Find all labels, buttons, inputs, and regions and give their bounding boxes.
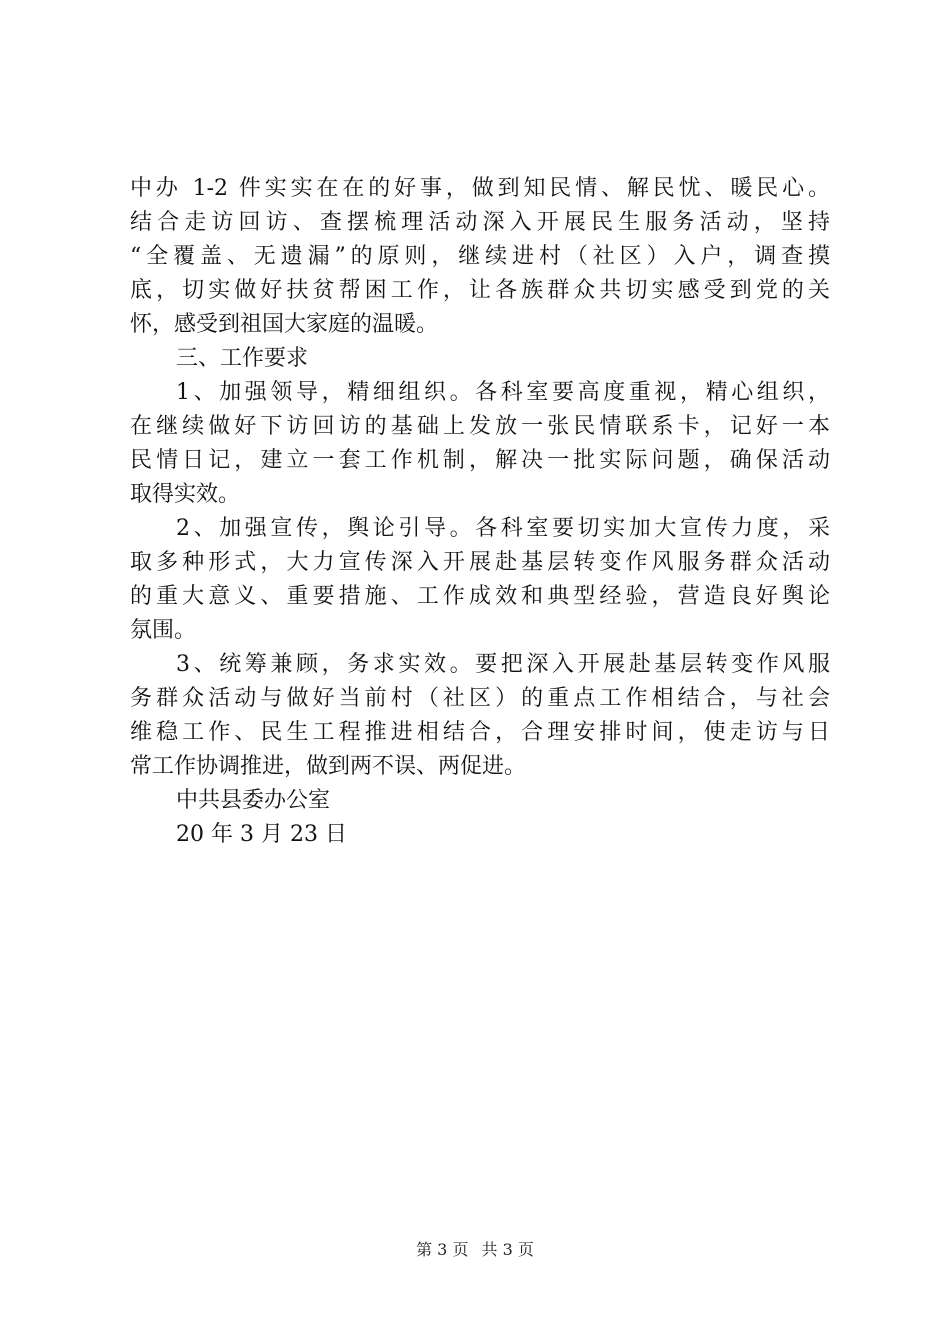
body-line: 常工作协调推进，做到两不误、两促进。 (130, 754, 527, 779)
signature-org: 中共县委办公室 (176, 788, 331, 813)
document-body (130, 172, 830, 852)
body-line: 取得实效。 (130, 482, 241, 507)
body-line: 在继续做好下访回访的基础上发放一张民情联系卡，记好一本 (130, 414, 830, 439)
body-line: 取多种形式，大力宣传深入开展赴基层转变作风服务群众活动 (130, 550, 830, 575)
body-line: 中办 1-2 件实实在在的好事，做到知民情、解民忧、暖民心。 (130, 176, 830, 201)
page-number-total: 共 3 页 (481, 1240, 534, 1259)
body-line: 结合走访回访、查摆梳理活动深入开展民生服务活动，坚持 (130, 210, 830, 235)
body-line: 1、加强领导，精细组织。各科室要高度重视，精心组织， (176, 380, 830, 405)
body-line: 维稳工作、民生工程推进相结合，合理安排时间，使走访与日 (130, 720, 830, 745)
body-line: 务群众活动与做好当前村（社区）的重点工作相结合，与社会 (130, 686, 830, 711)
body-line: “全覆盖、无遗漏”的原则，继续进村（社区）入户，调查摸 (130, 244, 830, 269)
body-line: 氛围。 (130, 618, 197, 643)
signature-date: 20 年 3 月 23 日 (176, 822, 347, 847)
body-line: 民情日记，建立一套工作机制，解决一批实际问题，确保活动 (130, 448, 830, 473)
body-line: 3、统筹兼顾，务求实效。要把深入开展赴基层转变作风服 (176, 652, 830, 677)
body-line: 的重大意义、重要措施、工作成效和典型经验，营造良好舆论 (130, 584, 830, 609)
body-line: 底，切实做好扶贫帮困工作，让各族群众共切实感受到党的关 (130, 278, 830, 303)
body-line: 2、加强宣传，舆论引导。各科室要切实加大宣传力度，采 (176, 516, 830, 541)
page-footer (0, 1240, 950, 1260)
page-number-current: 第 3 页 (416, 1240, 469, 1259)
body-line: 怀，感受到祖国大家庭的温暖。 (130, 312, 439, 337)
section-heading: 三、工作要求 (176, 346, 309, 371)
